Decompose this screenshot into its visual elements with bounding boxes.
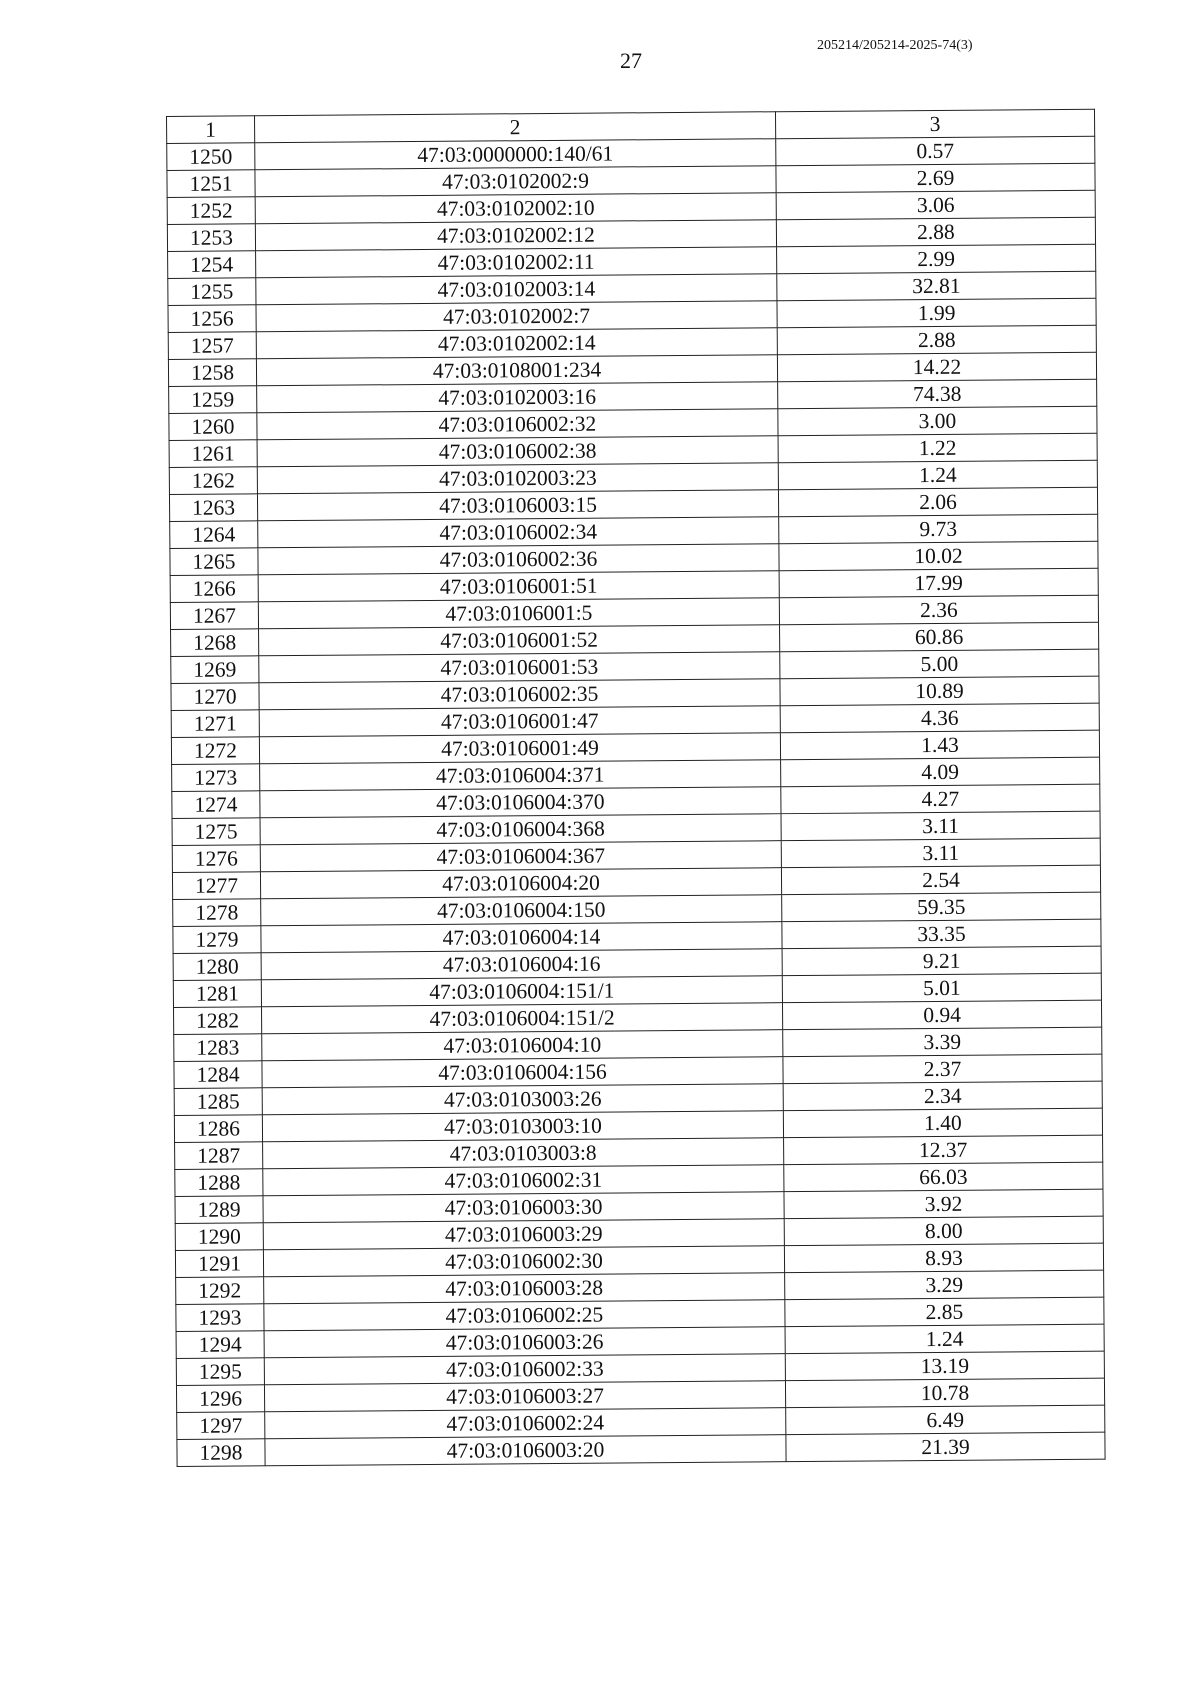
row-number-cell: 1284 — [174, 1061, 262, 1089]
value-cell: 66.03 — [784, 1162, 1103, 1192]
column-header-cadastral-number: 2 — [255, 112, 776, 143]
page-number: 27 — [620, 48, 642, 73]
value-cell: 60.86 — [780, 622, 1099, 652]
value-cell: 12.37 — [784, 1135, 1103, 1165]
row-number-cell: 1291 — [175, 1250, 263, 1278]
cadastral-number-cell: 47:03:0102002:7 — [256, 301, 777, 332]
cadastral-number-cell: 47:03:0106003:15 — [257, 490, 778, 521]
cadastral-number-cell: 47:03:0106002:34 — [258, 517, 779, 548]
cadastral-number-cell: 47:03:0106001:5 — [258, 598, 779, 629]
value-cell: 1.40 — [783, 1108, 1102, 1138]
row-number-cell: 1257 — [168, 332, 256, 360]
row-number-cell: 1290 — [175, 1223, 263, 1251]
row-number-cell: 1275 — [172, 818, 260, 846]
row-number-cell: 1296 — [176, 1385, 264, 1413]
row-number-cell: 1258 — [168, 359, 256, 387]
row-number-cell: 1268 — [171, 629, 259, 657]
value-cell: 9.73 — [779, 514, 1098, 544]
value-cell: 4.27 — [781, 784, 1100, 814]
cadastral-number-cell: 47:03:0106001:53 — [259, 652, 780, 683]
row-number-cell: 1255 — [168, 278, 256, 306]
cadastral-number-cell: 47:03:0106004:151/2 — [261, 1003, 782, 1034]
value-cell: 9.21 — [782, 946, 1101, 976]
row-number-cell: 1292 — [176, 1277, 264, 1305]
value-cell: 3.06 — [776, 190, 1095, 220]
value-cell: 3.00 — [778, 406, 1097, 436]
value-cell: 0.57 — [776, 136, 1095, 166]
cadastral-number-cell: 47:03:0106004:370 — [260, 787, 781, 818]
cadastral-number-cell: 47:03:0106001:49 — [259, 733, 780, 764]
row-number-cell: 1274 — [172, 791, 260, 819]
cadastral-number-cell: 47:03:0106003:30 — [263, 1192, 784, 1223]
row-number-cell: 1260 — [169, 413, 257, 441]
row-number-cell: 1297 — [177, 1412, 265, 1440]
parcel-table — [166, 109, 1106, 1467]
row-number-cell: 1281 — [173, 980, 261, 1008]
value-cell: 8.00 — [784, 1216, 1103, 1246]
value-cell: 3.29 — [785, 1270, 1104, 1300]
row-number-cell: 1288 — [175, 1169, 263, 1197]
row-number-cell: 1286 — [174, 1115, 262, 1143]
table-body — [167, 136, 1105, 1466]
row-number-cell: 1273 — [172, 764, 260, 792]
value-cell: 1.24 — [778, 460, 1097, 490]
cadastral-number-cell: 47:03:0102002:14 — [256, 328, 777, 359]
row-number-cell: 1295 — [176, 1358, 264, 1386]
value-cell: 2.88 — [776, 217, 1095, 247]
row-number-cell: 1285 — [174, 1088, 262, 1116]
row-number-cell: 1272 — [171, 737, 259, 765]
value-cell: 1.99 — [777, 298, 1096, 328]
cadastral-number-cell: 47:03:0102003:14 — [256, 274, 777, 305]
cadastral-number-cell: 47:03:0106004:156 — [262, 1057, 783, 1088]
cadastral-number-cell: 47:03:0106002:30 — [263, 1246, 784, 1277]
row-number-cell: 1276 — [172, 845, 260, 873]
value-cell: 2.36 — [779, 595, 1098, 625]
value-cell: 2.99 — [777, 244, 1096, 274]
column-header-value: 3 — [775, 109, 1094, 139]
row-number-cell: 1266 — [170, 575, 258, 603]
cadastral-number-cell: 47:03:0106004:150 — [261, 895, 782, 926]
row-number-cell: 1250 — [167, 143, 255, 171]
value-cell: 2.85 — [785, 1297, 1104, 1327]
row-number-cell: 1287 — [175, 1142, 263, 1170]
value-cell: 13.19 — [785, 1351, 1104, 1381]
row-number-cell: 1259 — [169, 386, 257, 414]
cadastral-number-cell: 47:03:0106003:28 — [264, 1273, 785, 1304]
column-header-number: 1 — [167, 116, 255, 144]
cadastral-number-cell: 47:03:0106002:33 — [264, 1354, 785, 1385]
cadastral-number-cell: 47:03:0106002:32 — [257, 409, 778, 440]
row-number-cell: 1280 — [173, 953, 261, 981]
cadastral-number-cell: 47:03:0102002:11 — [256, 247, 777, 278]
cadastral-number-cell: 47:03:0106003:20 — [265, 1435, 786, 1466]
value-cell: 33.35 — [782, 919, 1101, 949]
row-number-cell: 1251 — [167, 170, 255, 198]
cadastral-number-cell: 47:03:0106004:20 — [260, 868, 781, 899]
row-number-cell: 1265 — [170, 548, 258, 576]
row-number-cell: 1298 — [177, 1439, 265, 1467]
row-number-cell: 1277 — [172, 872, 260, 900]
value-cell: 5.01 — [782, 973, 1101, 1003]
value-cell: 17.99 — [779, 568, 1098, 598]
row-number-cell: 1269 — [171, 656, 259, 684]
value-cell: 32.81 — [777, 271, 1096, 301]
value-cell: 2.88 — [777, 325, 1096, 355]
row-number-cell: 1253 — [167, 224, 255, 252]
row-number-cell: 1264 — [170, 521, 258, 549]
value-cell: 3.11 — [781, 811, 1100, 841]
cadastral-number-cell: 47:03:0103003:8 — [263, 1138, 784, 1169]
document-reference: 205214/205214-2025-74(3) — [817, 38, 973, 53]
value-cell: 3.39 — [783, 1027, 1102, 1057]
value-cell: 2.06 — [778, 487, 1097, 517]
cadastral-number-cell: 47:03:0106003:27 — [264, 1381, 785, 1412]
value-cell: 74.38 — [778, 379, 1097, 409]
cadastral-number-cell: 47:03:0106001:51 — [258, 571, 779, 602]
row-number-cell: 1293 — [176, 1304, 264, 1332]
cadastral-number-cell: 47:03:0106003:26 — [264, 1327, 785, 1358]
value-cell: 1.43 — [780, 730, 1099, 760]
value-cell: 10.78 — [785, 1378, 1104, 1408]
cadastral-number-cell: 47:03:0106004:10 — [262, 1030, 783, 1061]
value-cell: 1.24 — [785, 1324, 1104, 1354]
cadastral-number-cell: 47:03:0106002:25 — [264, 1300, 785, 1331]
value-cell: 10.89 — [780, 676, 1099, 706]
value-cell: 21.39 — [786, 1432, 1105, 1462]
value-cell: 2.54 — [781, 865, 1100, 895]
cadastral-number-cell: 47:03:0106002:35 — [259, 679, 780, 710]
row-number-cell: 1282 — [174, 1007, 262, 1035]
cadastral-number-cell: 47:03:0106004:16 — [261, 949, 782, 980]
value-cell: 3.11 — [781, 838, 1100, 868]
value-cell: 2.37 — [783, 1054, 1102, 1084]
value-cell: 59.35 — [782, 892, 1101, 922]
cadastral-number-cell: 47:03:0106004:151/1 — [261, 976, 782, 1007]
row-number-cell: 1289 — [175, 1196, 263, 1224]
row-number-cell: 1271 — [171, 710, 259, 738]
cadastral-number-cell: 47:03:0106003:29 — [263, 1219, 784, 1250]
row-number-cell: 1261 — [169, 440, 257, 468]
value-cell: 2.34 — [783, 1081, 1102, 1111]
cadastral-number-cell: 47:03:0108001:234 — [256, 355, 777, 386]
cadastral-number-cell: 47:03:0106002:36 — [258, 544, 779, 575]
row-number-cell: 1278 — [173, 899, 261, 927]
cadastral-number-cell: 47:03:0000000:140/61 — [255, 139, 776, 170]
row-number-cell: 1252 — [167, 197, 255, 225]
row-number-cell: 1294 — [176, 1331, 264, 1359]
cadastral-number-cell: 47:03:0102003:23 — [257, 463, 778, 494]
value-cell: 0.94 — [782, 1000, 1101, 1030]
cadastral-number-cell: 47:03:0103003:10 — [262, 1111, 783, 1142]
value-cell: 6.49 — [786, 1405, 1105, 1435]
value-cell: 3.92 — [784, 1189, 1103, 1219]
cadastral-number-cell: 47:03:0106002:31 — [263, 1165, 784, 1196]
row-number-cell: 1283 — [174, 1034, 262, 1062]
cadastral-number-cell: 47:03:0106002:24 — [265, 1408, 786, 1439]
row-number-cell: 1262 — [169, 467, 257, 495]
row-number-cell: 1254 — [168, 251, 256, 279]
cadastral-number-cell: 47:03:0103003:26 — [262, 1084, 783, 1115]
cadastral-number-cell: 47:03:0106004:14 — [261, 922, 782, 953]
cadastral-number-cell: 47:03:0102002:12 — [255, 220, 776, 251]
value-cell: 1.22 — [778, 433, 1097, 463]
row-number-cell: 1263 — [169, 494, 257, 522]
cadastral-number-cell: 47:03:0106002:38 — [257, 436, 778, 467]
cadastral-number-cell: 47:03:0106001:47 — [259, 706, 780, 737]
cadastral-number-cell: 47:03:0106004:371 — [260, 760, 781, 791]
value-cell: 2.69 — [776, 163, 1095, 193]
cadastral-number-cell: 47:03:0106001:52 — [259, 625, 780, 656]
value-cell: 4.09 — [781, 757, 1100, 787]
value-cell: 10.02 — [779, 541, 1098, 571]
cadastral-number-cell: 47:03:0102002:10 — [255, 193, 776, 224]
value-cell: 8.93 — [784, 1243, 1103, 1273]
row-number-cell: 1267 — [170, 602, 258, 630]
value-cell: 14.22 — [777, 352, 1096, 382]
cadastral-number-cell: 47:03:0102002:9 — [255, 166, 776, 197]
row-number-cell: 1279 — [173, 926, 261, 954]
cadastral-number-cell: 47:03:0106004:368 — [260, 814, 781, 845]
cadastral-number-cell: 47:03:0102003:16 — [257, 382, 778, 413]
row-number-cell: 1270 — [171, 683, 259, 711]
cadastral-number-cell: 47:03:0106004:367 — [260, 841, 781, 872]
value-cell: 5.00 — [780, 649, 1099, 679]
value-cell: 4.36 — [780, 703, 1099, 733]
row-number-cell: 1256 — [168, 305, 256, 333]
